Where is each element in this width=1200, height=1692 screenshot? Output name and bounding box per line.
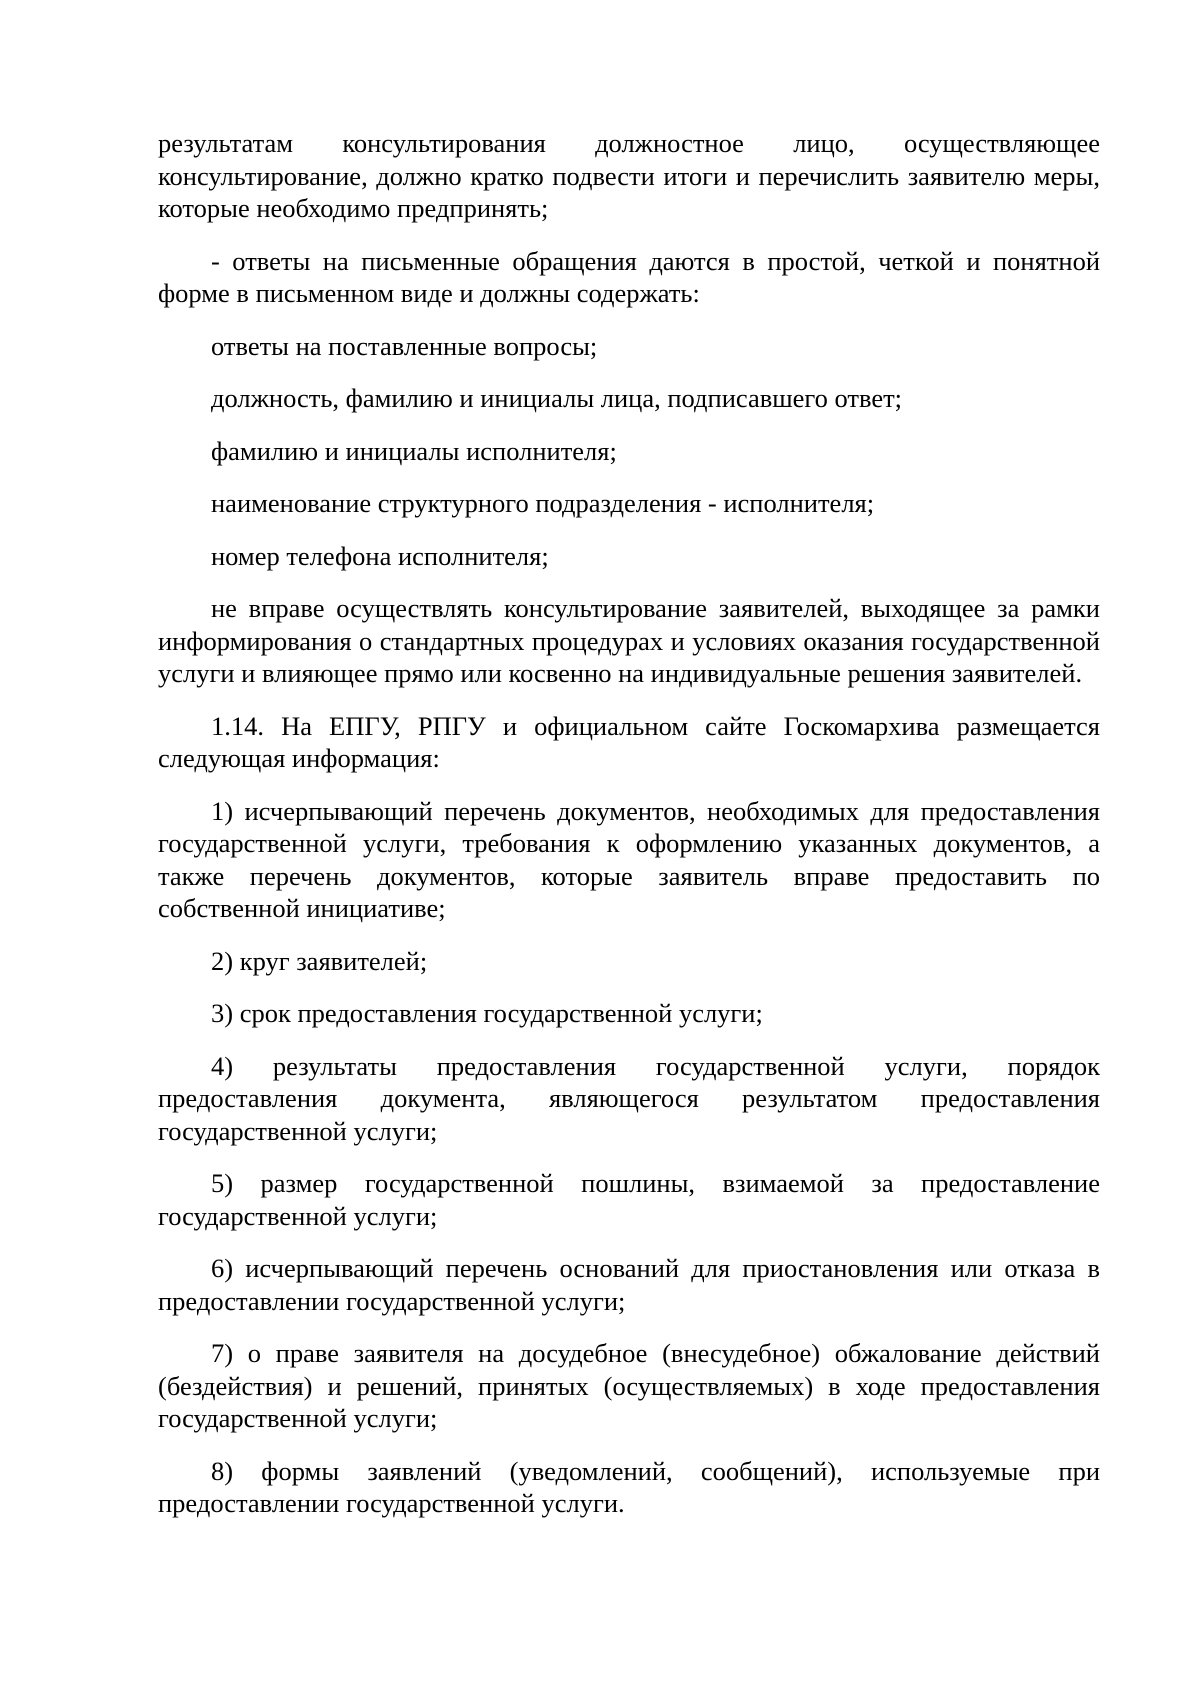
list-item-signer: должность, фамилию и инициалы лица, подписавшего ответ; [211, 383, 903, 413]
list-item-7: 7) о праве заявителя на досудебное (внесудебное) обжалование действий (бездействия) и решений, принятых (осуществляемых) в ходе предоставления государственной услуги; [158, 1338, 1100, 1433]
paragraph-section-1-14: 1.14. На ЕПГУ, РПГУ и официальном сайте Госкомархива размещается следующая информация: [158, 710, 1100, 773]
document-body [158, 127, 1100, 1540]
list-item-3: 3) срок предоставления государственной услуги; [211, 998, 763, 1028]
paragraph-consultation-limits: не вправе осуществлять консультирование заявителей, выходящее за рамки информирования о стандартных процедурах и условиях оказания государственной услуги и влияющее прямо или косвенно на индивидуальные решения заявителей. [158, 593, 1100, 688]
list-item-2: 2) круг заявителей; [211, 945, 428, 976]
list-item-department: наименование структурного подразделения - исполнителя; [211, 488, 875, 518]
list-item-phone: номер телефона исполнителя; [211, 540, 549, 571]
list-item-6: 6) исчерпывающий перечень оснований для приостановления или отказа в предоставлении государственной услуги; [158, 1253, 1100, 1316]
list-item-4: 4) результаты предоставления государственной услуги, порядок предоставления документа, являющегося результатом предоставления государственной услуги; [158, 1050, 1100, 1146]
list-item-1: 1) исчерпывающий перечень документов, необходимых для предоставления государственной услуги, требования к оформлению указанных документов, а также перечень документов, которые заявитель вправе предоставить по собственной инициативе; [158, 795, 1100, 923]
list-item-answers: ответы на поставленные вопросы; [211, 330, 598, 361]
list-item-8: 8) формы заявлений (уведомлений, сообщений), используемые при предоставлении государственной услуги. [158, 1455, 1100, 1518]
paragraph-consultation-summary: результатам консультирования должностное лицо, осуществляющее консультирование, должно кратко подвести итоги и перечислить заявителю меры, которые необходимо предпринять; [158, 128, 1100, 223]
list-item-executor-name: фамилию и инициалы исполнителя; [211, 435, 617, 466]
list-item-5: 5) размер государственной пошлины, взимаемой за предоставление государственной услуги; [158, 1168, 1100, 1231]
paragraph-written-replies: - ответы на письменные обращения даются в простой, четкой и понятной форме в письменном виде и должны содержать: [158, 245, 1100, 308]
